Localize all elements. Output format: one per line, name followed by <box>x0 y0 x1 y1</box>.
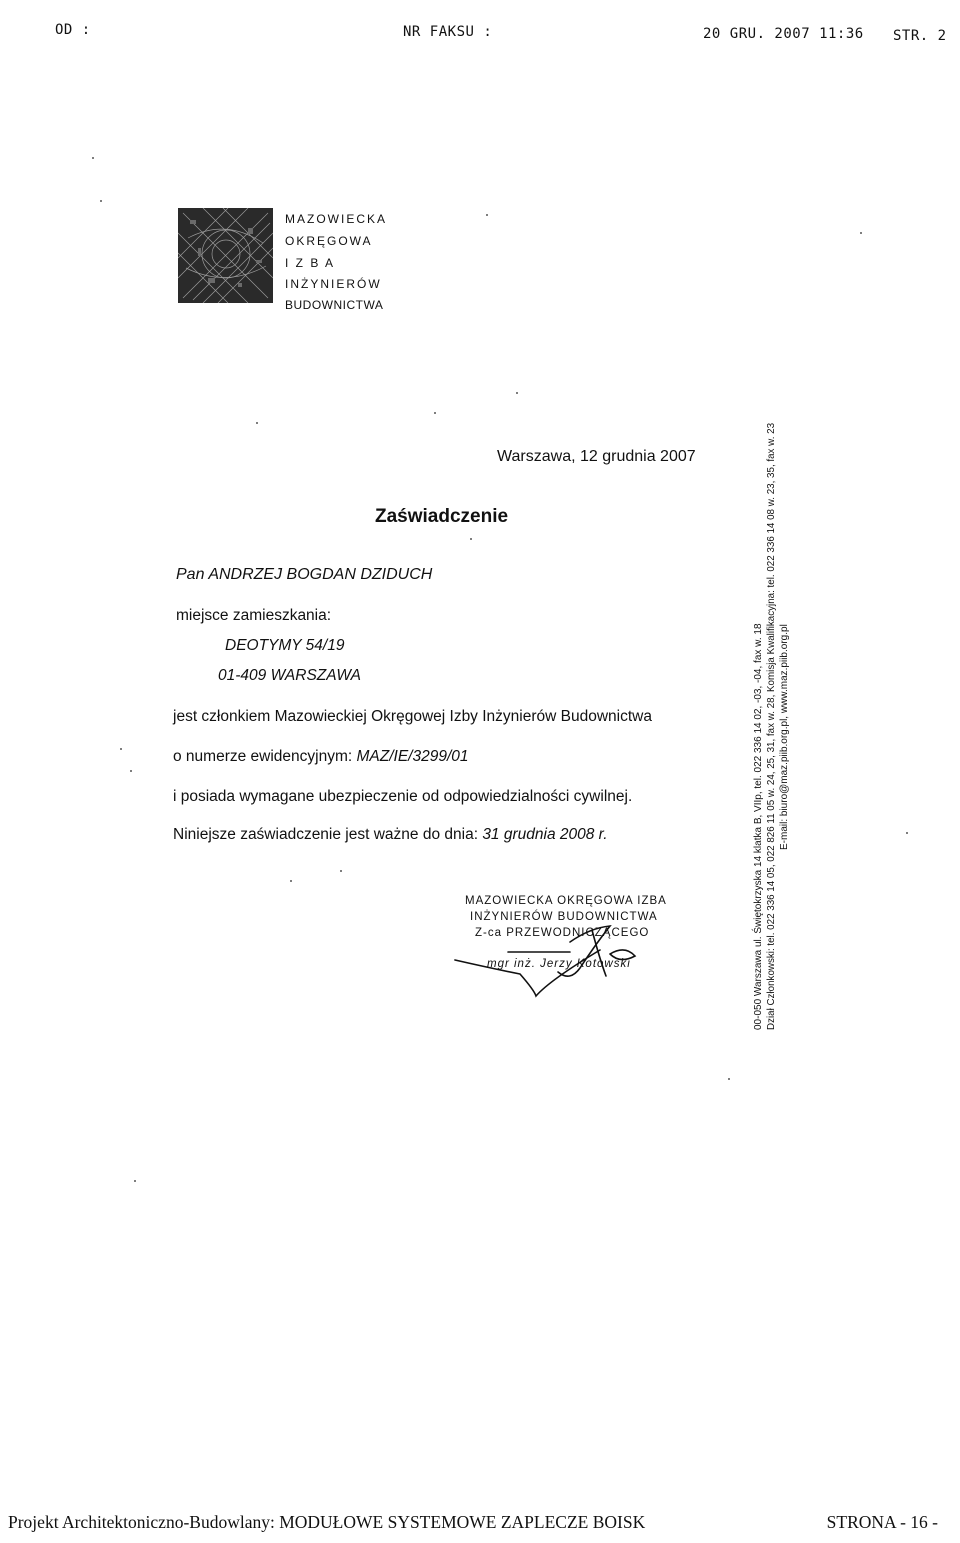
chamber-logo <box>178 208 273 303</box>
fax-header-number: NR FAKSU : <box>403 24 493 40</box>
address-city: 01-409 WARSZAWA <box>218 667 362 684</box>
stamp-line-1: MAZOWIECKA OKRĘGOWA IZBA <box>465 895 667 907</box>
footer-project-title: Projekt Architektoniczno-Budowlany: MODUŁOWE SYSTEMOWE ZAPLECZE BOISK <box>8 1512 646 1532</box>
membership-statement: jest członkiem Mazowieckiej Okręgowej Izby Inżynierów Budownictwa <box>173 708 652 725</box>
logo-text-line-4: INŻYNIERÓW <box>285 277 382 291</box>
place-date: Warszawa, 12 grudnia 2007 <box>497 448 696 465</box>
footer-page-number: STRONA - 16 - <box>826 1512 938 1532</box>
contact-address: 00-050 Warszawa ul. Świętokrzyska 14 klatka B, VIIp, tel. 022 336 14 02, -03, -04, fax w. 18 <box>753 623 764 1030</box>
validity-date: 31 grudnia 2008 r. <box>482 826 608 843</box>
fax-header-page: STR. 2 <box>893 28 947 44</box>
address-street: DEOTYMY 54/19 <box>225 637 345 654</box>
logo-emblem-icon <box>178 208 273 303</box>
fax-header-od: OD : <box>55 22 91 38</box>
signature-icon <box>450 890 680 1000</box>
stamp-line-2: INŻYNIERÓW BUDOWNICTWA <box>470 911 658 923</box>
insurance-statement: i posiada wymagane ubezpieczenie od odpowiedzialności cywilnej. <box>173 788 633 805</box>
recipient-name: Pan ANDRZEJ BOGDAN DZIDUCH <box>176 566 433 583</box>
contact-phones: Dział Członkowski: tel. 022 336 14 05, 022 826 11 05 w. 24, 25, 31, fax w. 28, Komisja Kwalifikacyjna: tel. 022 336 14 08 w. 23, 35, fax w. 23 <box>766 422 777 1030</box>
fax-header-datetime: 20 GRU. 2007 11:36 <box>703 26 864 42</box>
logo-text-line-1: MAZOWIECKA <box>285 212 388 226</box>
registration-line <box>173 748 469 766</box>
stamp-line-3: Z-ca PRZEWODNICZĄCEGO <box>475 927 650 939</box>
stamp-line-4: mgr inż. Jerzy Kotowski <box>487 958 631 970</box>
logo-text-line-5: BUDOWNICTWA <box>285 298 384 312</box>
registration-number: MAZ/IE/3299/01 <box>356 748 469 765</box>
contact-email: E-mail: biuro@maz.piib.org.pl, www.maz.piib.org.pl <box>779 624 790 850</box>
registration-label: o numerze ewidencyjnym: <box>173 748 353 765</box>
validity-label: Niniejsze zaświadczenie jest ważne do dnia: <box>173 826 478 843</box>
document-title: Zaświadczenie <box>375 506 509 527</box>
logo-text-line-2: OKRĘGOWA <box>285 234 373 248</box>
validity-line <box>173 826 608 844</box>
residence-label: miejsce zamieszkania: <box>176 607 332 624</box>
logo-text-line-3: I Z B A <box>285 256 336 270</box>
